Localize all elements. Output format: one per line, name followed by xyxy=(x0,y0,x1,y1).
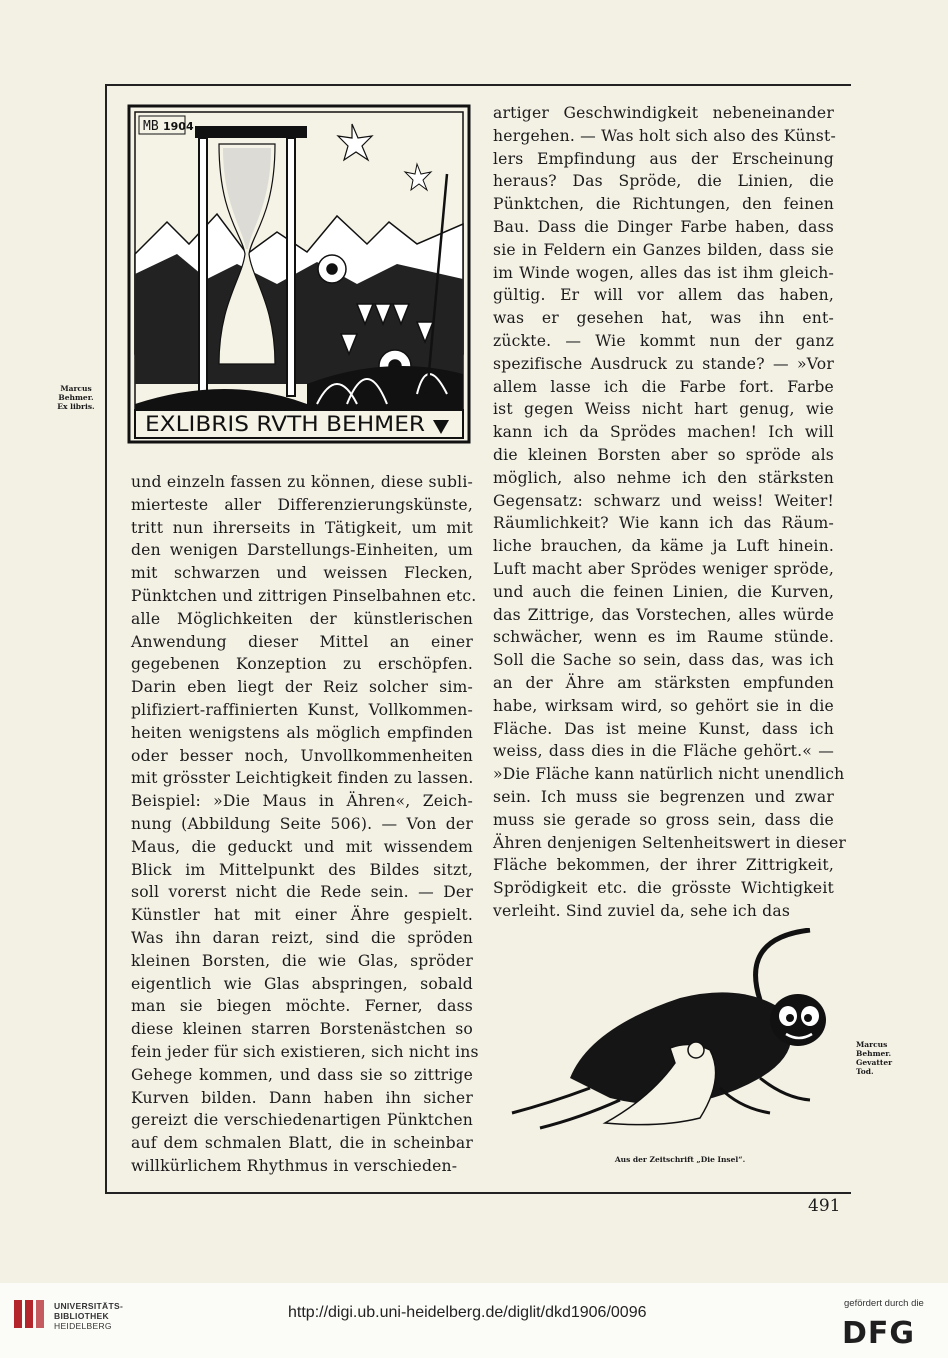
text-line: die kleinen Borsten aber so spröde als xyxy=(493,445,834,464)
text-line: »Die Fläche kann natürlich nicht unendlich xyxy=(493,765,845,784)
caption-line: Tod. xyxy=(856,1067,874,1076)
text-line: Pünktchen, die Richtungen, den feinen xyxy=(493,195,834,214)
university-logo-icon xyxy=(12,1296,48,1332)
text-line: Künstler hat mit einer Ähre gespielt. xyxy=(131,906,473,925)
caption-line: Behmer. xyxy=(58,393,94,402)
text-line: mit schwarzen und weissen Flecken, xyxy=(131,564,473,583)
text-line: Beispiel: »Die Maus in Ähren«, Zeich- xyxy=(131,792,473,811)
text-line: Bau. Dass die Dinger Farbe haben, dass xyxy=(493,217,834,236)
exlibris-illustration xyxy=(127,104,471,444)
text-line: Fläche bekommen, der ihrer Zittrigkeit, xyxy=(493,856,834,875)
text-line: möglich, also nehme ich den stärksten xyxy=(493,468,834,487)
text-line: gegebenen Konzeption zu erschöpfen. xyxy=(131,655,473,674)
dfg-logo[interactable]: DFG xyxy=(842,1316,916,1351)
text-line: Fläche. Das ist meine Kunst, dass ich xyxy=(493,719,834,738)
text-line: Anwendung dieser Mittel an einer xyxy=(131,632,473,651)
text-line: Sprödigkeit etc. die grösste Wichtigkeit xyxy=(493,879,834,898)
caption-line: Ex libris. xyxy=(57,402,95,411)
text-line: was er gesehen hat, was ihn ent- xyxy=(493,309,834,328)
caption-line: Behmer. xyxy=(856,1049,892,1058)
text-line: allem lasse ich die Farbe fort. Farbe xyxy=(493,377,834,396)
text-line: Maus, die geduckt und mit wissendem xyxy=(131,837,473,856)
funded-by-label: gefördert durch die xyxy=(844,1298,924,1309)
text-line: man sie biegen möchte. Ferner, dass xyxy=(131,997,473,1016)
text-line: fein jeder für sich existieren, sich nicht ins xyxy=(131,1042,479,1061)
text-line: Gehege kommen, und dass sie so zittrige xyxy=(131,1065,473,1084)
caption-line: Marcus xyxy=(60,384,92,393)
text-line: lers Empfindung aus der Erscheinung xyxy=(493,149,834,168)
left-text-column xyxy=(131,471,479,1178)
text-line: spezifische Ausdruck zu stande? — »Vor xyxy=(493,354,834,373)
text-line: weiss, dass dies in die Fläche gehört.« — xyxy=(493,742,834,761)
text-line: soll vorerst nicht die Rede sein. — Der xyxy=(131,883,473,902)
text-line: Räumlichkeit? Wie kann ich das Räum- xyxy=(493,514,834,533)
exlibris-year: 1904 xyxy=(163,120,194,133)
text-line: eigentlich wie Glas abspringen, sobald xyxy=(131,974,473,993)
text-line: Blick im Mittelpunkt des Bildes sitzt, xyxy=(131,860,473,879)
beetle-caption: Aus der Zeitschrift „Die Insel“. xyxy=(614,1155,746,1164)
text-line: alle Möglichkeiten der künstlerischen xyxy=(131,609,473,628)
text-line: habe, wirksam wird, so gehört sie in die xyxy=(493,696,834,715)
footer-bar xyxy=(0,1283,948,1358)
text-line: Pünktchen und zittrigen Pinselbahnen etc. xyxy=(131,586,477,605)
text-line: sein. Ich muss sie begrenzen und zwar xyxy=(493,787,834,806)
text-line: hergehen. — Was holt sich also des Künst- xyxy=(493,126,836,145)
text-line: mit grösster Leichtigkeit finden zu lassen. xyxy=(131,769,474,788)
text-line: auf dem schmalen Blatt, die in scheinbar xyxy=(131,1134,473,1153)
text-line: den wenigen Darstellungs-Einheiten, um xyxy=(131,541,473,560)
document-url-link[interactable]: http://digi.ub.uni-heidelberg.de/diglit/dkd1906/0096 xyxy=(288,1304,647,1321)
text-line: im Winde wogen, alles das ist ihm gleich- xyxy=(493,263,834,282)
text-line: an der Ähre am stärksten empfunden xyxy=(493,673,834,692)
text-line: Gegensatz: schwarz und weiss! Weiter! xyxy=(493,491,834,510)
text-line: schwächer, wenn es im Raume stünde. xyxy=(493,628,834,647)
text-line: willkürlichem Rhythmus in verschieden- xyxy=(131,1156,458,1175)
university-line: BIBLIOTHEK xyxy=(54,1311,109,1321)
page-number: 491 xyxy=(808,1196,841,1216)
text-line: und auch die feinen Linien, die Kurven, xyxy=(493,582,834,601)
text-line: Soll die Sache so sein, dass das, was ich xyxy=(493,651,834,670)
text-line: Luft macht aber Sprödes weniger spröde, xyxy=(493,559,834,578)
exlibris-banner-text: EXLIBRIS RVTH BEHMER xyxy=(145,412,425,436)
text-line: zückte. — Wie kommt nun der ganz xyxy=(493,331,834,350)
text-line: nung (Abbildung Seite 506). — Von der xyxy=(131,814,473,833)
text-line: und einzeln fassen zu können, diese subli- xyxy=(131,473,473,491)
caption-line: Marcus xyxy=(856,1040,888,1049)
text-line: Was ihn daran reizt, sind die spröden xyxy=(131,928,473,947)
text-line: das Zittrige, das Vorstechen, alles würde xyxy=(493,605,834,624)
beetle-illustration xyxy=(510,928,845,1150)
beetle-side-caption xyxy=(856,1040,908,1076)
text-line: Kurven bilden. Dann haben ihn sicher xyxy=(131,1088,473,1107)
right-text-column xyxy=(493,102,847,923)
text-line: heiten wenigstens als möglich empfinden xyxy=(131,723,473,742)
text-line: artiger Geschwindigkeit nebeneinander xyxy=(493,104,834,122)
text-line: gereizt die verschiedenartigen Pünktchen xyxy=(131,1111,473,1130)
caption-line: Gevatter xyxy=(856,1058,893,1067)
exlibris-monogram: MB xyxy=(143,119,159,134)
text-line: kann ich da Sprödes machen! Ich will xyxy=(493,423,834,442)
text-line: tritt nun ihrerseits in Tätigkeit, um mit xyxy=(131,518,473,537)
text-line: oder besser noch, Unvollkommenheiten xyxy=(131,746,473,765)
text-line: verleiht. Sind zuviel da, sehe ich das xyxy=(493,901,791,920)
text-line: kleinen Borsten, die wie Glas, spröder xyxy=(131,951,473,970)
text-line: gültig. Er will vor allem das haben, xyxy=(493,286,834,305)
text-line: plifiziert-raffinierten Kunst, Vollkommen- xyxy=(131,700,473,719)
exlibris-side-caption xyxy=(52,384,100,411)
university-name xyxy=(54,1301,123,1331)
text-line: mierteste aller Differenzierungskünste, xyxy=(131,495,473,514)
text-line: Darin eben liegt der Reiz solcher sim- xyxy=(131,678,473,697)
text-line: ist gegen Weiss nicht hart genug, wie xyxy=(493,400,834,419)
text-line: Ähren denjenigen Seltenheitswert in dieser xyxy=(493,833,847,852)
text-line: muss sie gerade so gross sein, dass die xyxy=(493,810,834,829)
text-line: diese kleinen starren Borstenästchen so xyxy=(131,1020,473,1039)
text-line: heraus? Das Spröde, die Linien, die xyxy=(493,172,834,191)
university-line: HEIDELBERG xyxy=(54,1321,112,1331)
text-line: liche brauchen, da käme ja Luft hinein. xyxy=(493,537,834,556)
university-line: UNIVERSITÄTS- xyxy=(54,1301,124,1311)
text-line: sie in Feldern ein Ganzes bilden, dass sie xyxy=(493,240,834,259)
